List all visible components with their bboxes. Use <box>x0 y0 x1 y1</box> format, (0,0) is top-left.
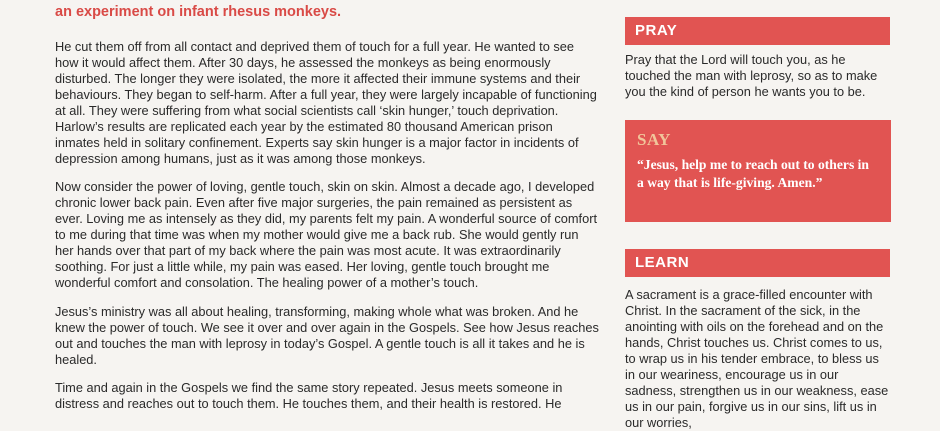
learn-text: A sacrament is a grace-filled encounter with Christ. In the sacrament of the sick, in the anointing with oils on the forehead and on the hands, Christ touches us. Christ comes to us, to wrap us in his tender embrace, to bless us in our weariness, encourage us in our sadness, strengthen us in our weakness, ease us in our pain, forgive us in our sins, lift us in our worries, <box>625 287 889 430</box>
say-quote: “Jesus, help me to reach out to others in a way that is life-giving. Amen.” <box>637 157 869 190</box>
body-paragraph-4: Time and again in the Gospels we find the same story repeated. Jesus meets someone in distress and reaches out to touch them. He touches them, and their health is restored. He <box>55 380 563 411</box>
say-box <box>625 120 891 222</box>
body-paragraph-1: He cut them off from all contact and deprived them of touch for a full year. He wanted to see how it would affect them. After 30 days, he assessed the monkeys as being enormously disturbed. The longer they were isolated, the more it affected their immune systems and their behaviours. They began to self-harm. After a full year, they were largely incapable of functioning at all. They were suffering from what social scientists call ‘skin hunger,’ touch deprivation. Harlow’s results are replicated each year by the estimated 80 thousand American prison inmates held in solitary confinement. Experts say skin hunger is a major factor in incidents of depression among humans, just as it was among those monkeys. <box>55 39 597 166</box>
body-paragraph-3: Jesus’s ministry was all about healing, transforming, making whole what was broken. And he knew the power of touch. We see it over and over again in the Gospels. See how Jesus reaches out and touches the man with leprosy in today’s Gospel. A gentle touch is all it takes and he is healed. <box>55 304 599 367</box>
learn-banner: LEARN <box>625 249 890 277</box>
body-paragraph-2: Now consider the power of loving, gentle touch, skin on skin. Almost a decade ago, I developed chronic lower back pain. Even after five major surgeries, the pain remained as persistent as ever. Loving me as intensely as they did, my parents felt my pain. A wonderful source of comfort to me during that time was when my mother would give me a back rub. She would gently run her hands over that part of my back where the pain was most acute. It was extraordinarily soothing. For just a little while, my pain was eased. Her loving, gentle touch brought me wonderful comfort and consolation. The healing power of a mother’s touch. <box>55 179 598 290</box>
pray-banner: PRAY <box>625 17 890 45</box>
say-title: SAY <box>637 130 671 149</box>
pray-text: Pray that the Lord will touch you, as he touched the man with leprosy, so as to make you the kind of person he wants you to be. <box>625 52 878 99</box>
lead-text: an experiment on infant rhesus monkeys. <box>55 4 342 20</box>
